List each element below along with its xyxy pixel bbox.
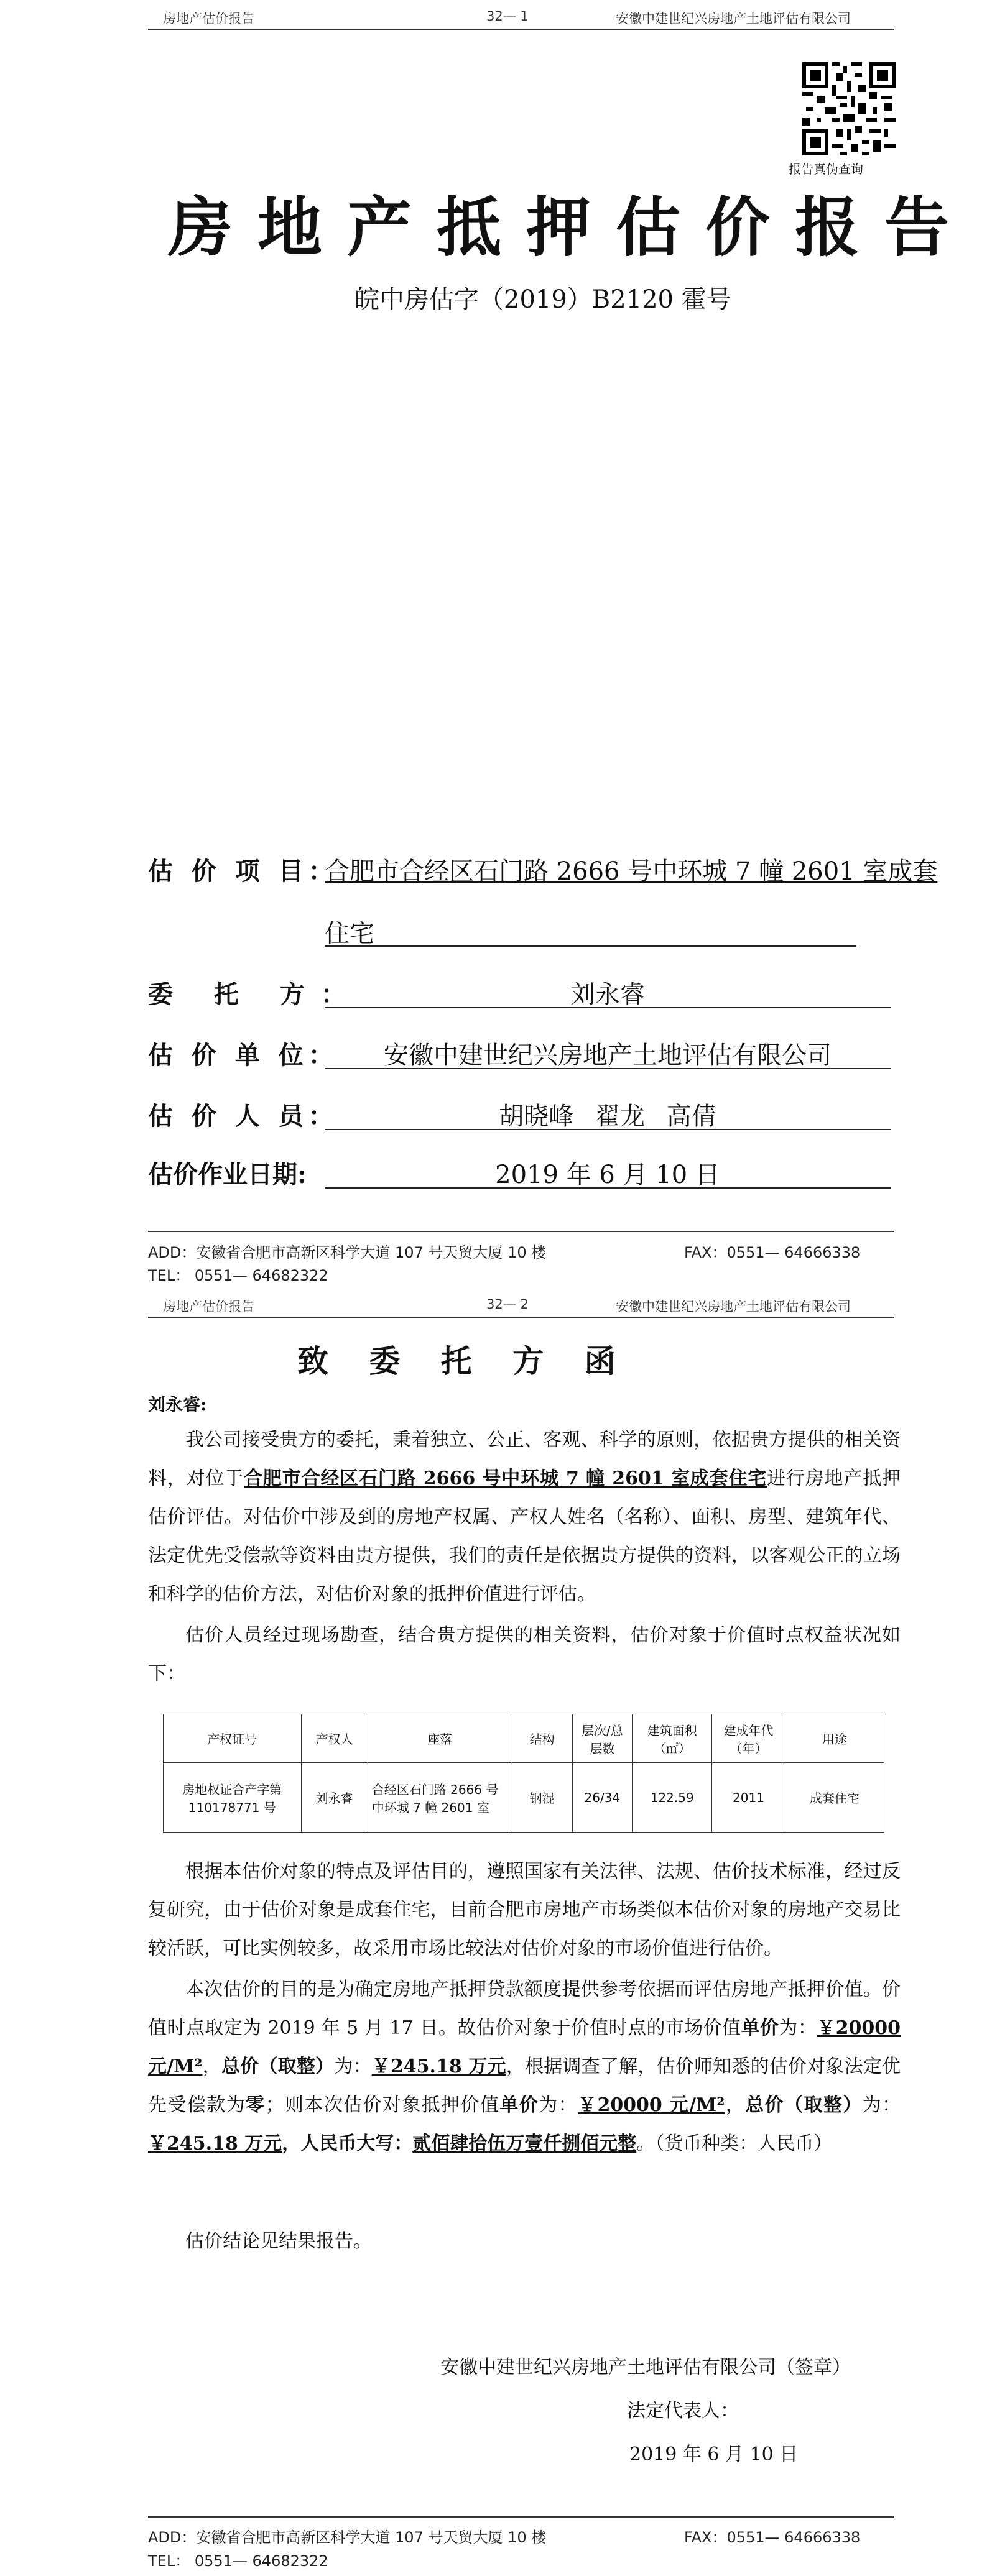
- table-cell: 房地权证合产字第 110178771 号: [164, 1763, 302, 1833]
- date-label: 估价作业日期:: [148, 1160, 307, 1189]
- table-header-cell: 用途: [785, 1714, 884, 1763]
- signature-company: 安徽中建世纪兴房地产土地评估有限公司（签章）: [440, 2357, 851, 2378]
- project-label: 估 价 项 目：: [148, 857, 338, 886]
- client-label: 委 托 方：: [148, 980, 362, 1009]
- table-header-cell: 座落: [368, 1714, 512, 1763]
- footer-fax: FAX：0551— 64666338: [684, 2529, 861, 2546]
- property-address: 合肥市合经区石门路 2666 号中环城 7 幢 2601 室成套住宅: [244, 1468, 767, 1489]
- page-number: 32— 2: [486, 1297, 529, 1312]
- page-header-right: 安徽中建世纪兴房地产土地评估有限公司: [616, 1299, 851, 1314]
- letter-paragraph-3: 根据本估价对象的特点及评估目的，遵照国家有关法律、法规、估价技术标准，经过反复研究，由于估价对象是成套住宅，目前合肥市房地产市场类似本估价对象的房地产交易比较活跃，可比实例较多，故采用市场比较法对估价对象的市场价值进行估价。: [148, 1861, 901, 1959]
- signature-representative: 法定代表人：: [627, 2400, 739, 2422]
- underline: [325, 1129, 891, 1130]
- client-value: 刘永睿: [570, 980, 645, 1009]
- market-unit-price: ￥20000 元/M²: [148, 2017, 901, 2077]
- underline: [325, 1007, 891, 1008]
- table-header-cell: 结构: [512, 1714, 572, 1763]
- unit-value: 安徽中建世纪兴房地产土地评估有限公司: [384, 1041, 832, 1070]
- project-value: 合肥市合经区石门路 2666 号中环城 7 幢 2601 室成套: [325, 857, 938, 886]
- qr-caption: 报告真伪查询: [789, 162, 863, 177]
- report-title: 房地产抵押估价报告: [168, 189, 975, 265]
- table-cell: 122.59: [633, 1763, 712, 1833]
- letter-title: 致 委 托 方 函: [297, 1343, 631, 1379]
- table-cell: 合经区石门路 2666 号中环城 7 幢 2601 室: [368, 1763, 512, 1833]
- signature-date: 2019 年 6 月 10 日: [629, 2444, 799, 2465]
- table-header-cell: 建筑面积（㎡）: [633, 1714, 712, 1763]
- mortgage-unit-price: ￥20000 元/M²: [578, 2094, 725, 2116]
- report-number: 皖中房估字（2019）B2120 霍号: [354, 285, 731, 314]
- market-total-price: ￥245.18 万元: [371, 2056, 506, 2077]
- table-header-cell: 产权证号: [164, 1714, 302, 1763]
- page-header-right: 安徽中建世纪兴房地产土地评估有限公司: [616, 11, 851, 26]
- underline: [325, 945, 856, 947]
- table-header-cell: 建成年代（年）: [712, 1714, 785, 1763]
- footer-fax: FAX：0551— 64666338: [684, 1244, 861, 1261]
- table-cell: 2011: [712, 1763, 785, 1833]
- table-cell: 26/34: [572, 1763, 633, 1833]
- header-rule: [148, 1317, 894, 1318]
- page-number: 32— 1: [486, 9, 529, 24]
- footer-tel: TEL： 0551— 64682322: [148, 2552, 328, 2570]
- footer-address: ADD：安徽省合肥市高新区科学大道 107 号天贸大厦 10 楼: [148, 2529, 547, 2546]
- qr-code-icon: [802, 62, 896, 155]
- project-value-cont: 住宅: [325, 919, 374, 948]
- underline: [325, 1068, 891, 1069]
- table-cell: 钢混: [512, 1763, 572, 1833]
- table-cell: 成套住宅: [785, 1763, 884, 1833]
- table-header-cell: 层次/总层数: [572, 1714, 633, 1763]
- page-header-left: 房地产估价报告: [163, 11, 254, 26]
- footer-tel: TEL： 0551— 64682322: [148, 1267, 328, 1284]
- letter-greeting: 刘永睿:: [148, 1394, 207, 1415]
- footer-rule: [148, 1231, 894, 1232]
- appraiser-label: 估 价 人 员：: [148, 1102, 338, 1131]
- letter-paragraph-4: 本次估价的目的是为确定房地产抵押贷款额度提供参考依据而评估房地产抵押价值。价值时点取定为 2019 年 5 月 17 日。故估价对象于价值时点的市场价值单价为：￥20000 元/M²，总价（取整）为：￥245.18 万元，根据调查了解，估价师知悉的估价对象法定优先受偿款为零；则本次估价对象抵押价值单价为：￥20000 元/M²，总价（取整）为：￥245.18 万元，人民币大写：贰佰肆拾伍万壹仟捌佰元整。（货币种类：人民币）: [148, 1979, 901, 2155]
- table-cell: 刘永睿: [301, 1763, 368, 1833]
- unit-label: 估 价 单 位：: [148, 1041, 338, 1070]
- page-header-left: 房地产估价报告: [163, 1299, 254, 1314]
- footer-rule: [148, 2516, 894, 2518]
- footer-address: ADD：安徽省合肥市高新区科学大道 107 号天贸大厦 10 楼: [148, 1244, 547, 1261]
- underline: [325, 1187, 891, 1189]
- date-value: 2019 年 6 月 10 日: [495, 1161, 720, 1189]
- appraiser-value: 胡晓峰 翟龙 高倩: [499, 1102, 716, 1131]
- amount-in-words: 贰佰肆拾伍万壹仟捌佰元整: [412, 2133, 637, 2155]
- mortgage-total-price: ￥245.18 万元: [148, 2133, 282, 2155]
- letter-paragraph-2: 估价人员经过现场勘查，结合贵方提供的相关资料，估价对象于价值时点权益状况如下：: [148, 1624, 901, 1685]
- header-rule: [148, 29, 894, 30]
- table-row: [164, 1763, 884, 1833]
- letter-paragraph-5: 估价结论见结果报告。: [185, 2230, 372, 2252]
- table-header-cell: 产权人: [301, 1714, 368, 1763]
- table-header-row: [164, 1714, 884, 1763]
- letter-paragraph-1: 我公司接受贵方的委托，秉着独立、公正、客观、科学的原则，依据贵方提供的相关资料，对位于合肥市合经区石门路 2666 号中环城 7 幢 2601 室成套住宅进行房地产抵押估价评估。对估价中涉及到的房地产权属、产权人姓名（名称）、面积、房型、建筑年代、法定优先受偿款等资料由贵方提供，我们的责任是依据贵方提供的资料，以客观公正的立场和科学的估价方法，对估价对象的抵押价值进行评估。: [148, 1429, 901, 1605]
- property-rights-table: [163, 1714, 884, 1833]
